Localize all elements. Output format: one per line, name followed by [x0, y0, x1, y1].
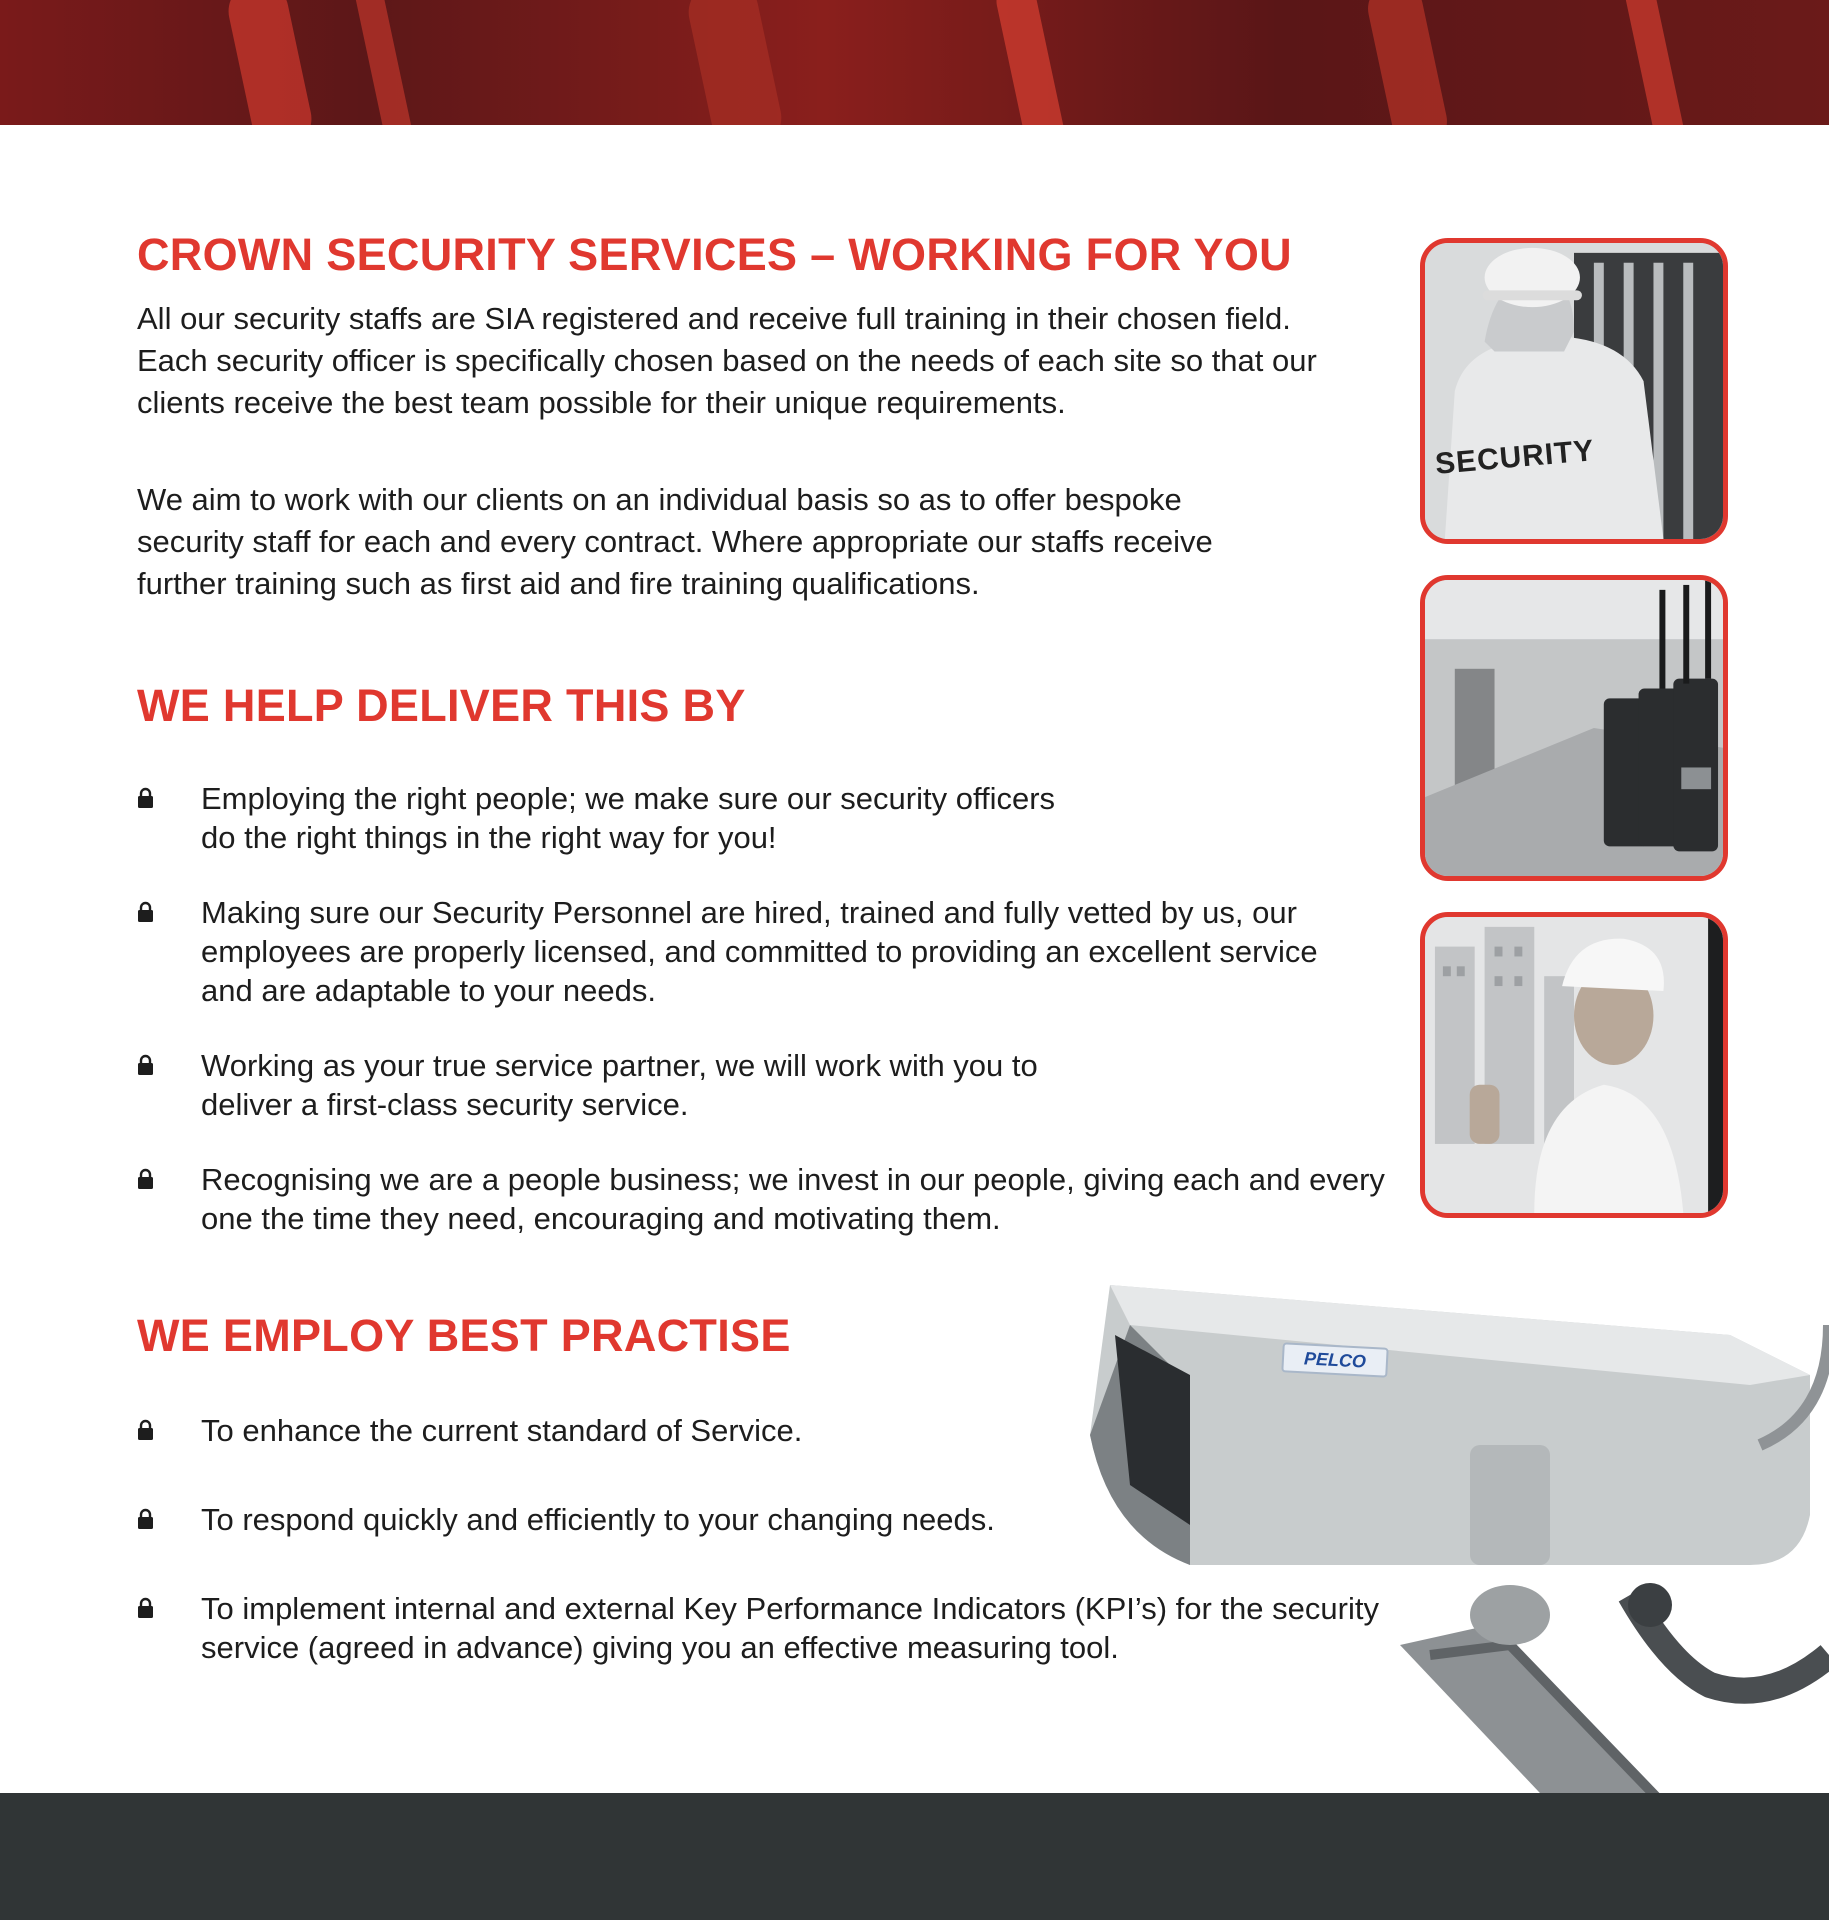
- list-item-text: To enhance the current standard of Service.: [201, 1413, 803, 1448]
- bespoke-paragraph: We aim to work with our clients on an individual basis so as to offer bespoke security staff for each and every contract. Where appropriate our staffs receive further training such as first aid and fire training qualifications.: [137, 482, 1213, 601]
- banner-streak: [1363, 0, 1452, 125]
- lock-icon: [137, 1054, 154, 1076]
- lock-icon: [137, 1597, 154, 1619]
- list-item-text: Recognising we are a people business; we invest in our people, giving each and every one the time they need, encouraging and motivating them.: [201, 1162, 1385, 1236]
- list-item-text: To implement internal and external Key Performance Indicators (KPI’s) for the security service (agreed in advance) giving you an effective measuring tool.: [201, 1591, 1379, 1665]
- section-title-best-practise: WE EMPLOY BEST PRACTISE: [137, 1310, 791, 1361]
- list-item: [137, 1411, 1101, 1450]
- top-banner: [0, 0, 1829, 125]
- footer-band: [0, 1793, 1829, 1920]
- engineer-image: [1425, 917, 1723, 1213]
- banner-streak: [1623, 0, 1688, 125]
- deliver-list: [137, 779, 1391, 1238]
- banner-streak: [353, 0, 416, 125]
- lock-icon: [137, 901, 154, 923]
- list-item: [137, 1046, 1081, 1124]
- lock-icon: [137, 1168, 154, 1190]
- list-item-text: To respond quickly and efficiently to your changing needs.: [201, 1502, 995, 1537]
- security-guard-image: [1425, 243, 1723, 539]
- list-item-text: Making sure our Security Personnel are hired, trained and fully vetted by us, our employees are properly licensed, and committed to providing an excellent service and are adaptable to your needs.: [201, 895, 1318, 1008]
- vest-label: SECURITY: [1433, 434, 1596, 481]
- radios-image: [1425, 580, 1723, 876]
- banner-streak: [223, 0, 317, 125]
- lock-icon: [137, 1419, 154, 1441]
- list-item: [137, 893, 1351, 1010]
- lock-icon: [137, 1508, 154, 1530]
- list-item-text: Working as your true service partner, we will work with you to deliver a first-class security service.: [201, 1048, 1038, 1122]
- banner-streak: [993, 0, 1067, 125]
- list-item: [137, 1160, 1391, 1238]
- camera-brand-label: PELCO: [1281, 1342, 1388, 1378]
- lock-icon: [137, 787, 154, 809]
- intro-paragraph: All our security staffs are SIA registered and receive full training in their chosen field. Each security officer is specifically chosen based on the needs of each site so that our clients receive the best team possible for their unique requirements.: [137, 301, 1317, 420]
- photo-radios: [1420, 575, 1728, 881]
- section-title-working-for-you: CROWN SECURITY SERVICES – WORKING FOR YOU: [137, 229, 1292, 280]
- section-title-deliver: WE HELP DELIVER THIS BY: [137, 680, 746, 731]
- list-item: [137, 779, 1081, 857]
- list-item: [137, 1500, 1101, 1539]
- photo-security-guard: [1420, 238, 1728, 544]
- banner-streak: [683, 0, 787, 125]
- photo-engineer: [1420, 912, 1728, 1218]
- list-item-text: Employing the right people; we make sure our security officers do the right things in the right way for you!: [201, 781, 1056, 855]
